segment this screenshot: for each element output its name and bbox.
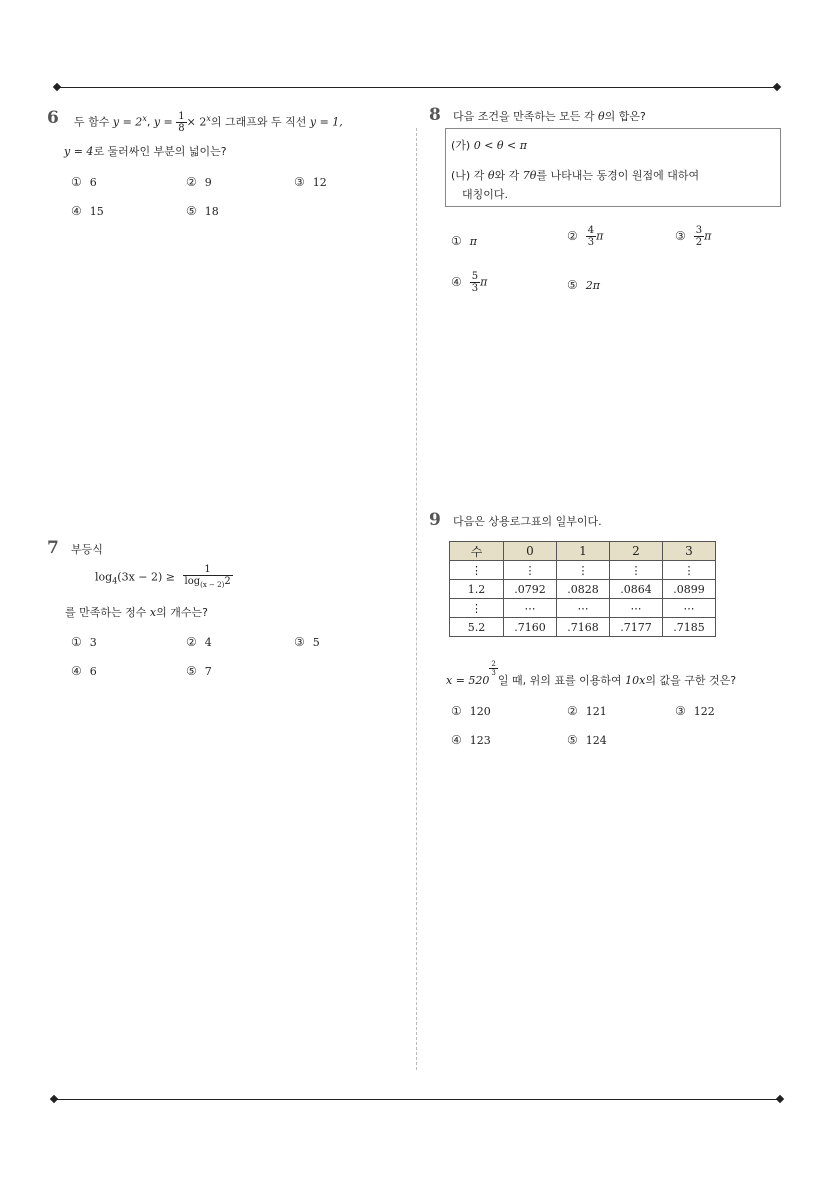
table-cell: ⋮ — [663, 561, 716, 580]
choice-4[interactable]: ④ 123 — [451, 733, 491, 747]
question-stem: 다음 조건을 만족하는 모든 각 θ의 합은? — [453, 110, 646, 123]
bottom-rule — [54, 1099, 780, 1100]
table-header-cell: 1 — [557, 542, 610, 561]
choice-1[interactable]: ① 3 — [71, 635, 97, 649]
table-header-cell: 수 — [450, 542, 504, 561]
question-number: 8 — [429, 105, 441, 125]
question-intro: 부등식 — [71, 543, 103, 556]
choice-2[interactable]: ② 4 — [186, 635, 212, 649]
question-stem-line-2: y = 4로 둘러싸인 부분의 넓이는? — [64, 145, 227, 158]
choice-5[interactable]: ⑤ 124 — [567, 733, 607, 747]
choice-1[interactable]: ① 120 — [451, 704, 491, 718]
choice-2[interactable]: ② 121 — [567, 704, 607, 718]
choice-2[interactable]: ② 9 — [186, 175, 212, 189]
fraction: $\frac{1}{8}$ — [178, 111, 185, 134]
table-cell: .0792 — [504, 580, 557, 599]
choice-4[interactable]: ④ 6 — [71, 664, 97, 678]
question-condition: x = 520 $^{\frac{2}{3}}$ 일 때, 위의 표를 이용하여 10x의 값을 구한 것은? — [446, 660, 737, 687]
table-header-cell: 3 — [663, 542, 716, 561]
choice-5[interactable]: ⑤ 18 — [186, 204, 219, 218]
table-row — [450, 561, 716, 580]
question-number: 7 — [47, 538, 59, 558]
table-cell: ⋮ — [450, 561, 504, 580]
top-rule — [57, 87, 777, 88]
condition-na-line-2: 대칭이다. — [462, 188, 509, 201]
table-cell: .7177 — [610, 618, 663, 637]
table-cell: ⋯ — [663, 599, 716, 618]
question-stem: 다음은 상용로그표의 일부이다. — [453, 515, 602, 528]
table-cell: ⋮ — [610, 561, 663, 580]
question-stem-line-1: 두 함수 $y = 2^x$, y = $\frac{1}{8}$ × $2^x$의 그래프와 두 직선 y = 1, — [74, 111, 343, 134]
log-table — [449, 541, 716, 637]
table-cell: .0828 — [557, 580, 610, 599]
table-cell: ⋮ — [450, 599, 504, 618]
choice-1[interactable]: ① π — [451, 234, 477, 248]
condition-ga: (가) 0 < θ < π — [451, 139, 527, 152]
condition-na-line-1: (나) 각 θ와 각 7θ를 나타내는 동경이 원점에 대하여 — [451, 169, 700, 182]
choice-5[interactable]: ⑤ 7 — [186, 664, 212, 678]
table-row — [450, 599, 716, 618]
table-cell: ⋯ — [557, 599, 610, 618]
table-cell: 1.2 — [450, 580, 504, 599]
choice-3[interactable]: ③ $\frac{3}{2}$ π — [675, 225, 712, 248]
choice-2[interactable]: ② $\frac{4}{3}$ π — [567, 225, 604, 248]
table-cell: .7185 — [663, 618, 716, 637]
choice-4[interactable]: ④ 15 — [71, 204, 104, 218]
choice-3[interactable]: ③ 5 — [294, 635, 320, 649]
table-header-cell: 2 — [610, 542, 663, 561]
choice-3[interactable]: ③ 12 — [294, 175, 327, 189]
table-cell: ⋯ — [610, 599, 663, 618]
bottom-rule-left-diamond — [50, 1095, 58, 1103]
bottom-rule-right-diamond — [776, 1095, 784, 1103]
choice-3[interactable]: ③ 122 — [675, 704, 715, 718]
choice-1[interactable]: ① 6 — [71, 175, 97, 189]
question-number: 9 — [429, 510, 441, 530]
table-cell: .0899 — [663, 580, 716, 599]
table-cell: .7168 — [557, 618, 610, 637]
top-rule-right-diamond — [773, 83, 781, 91]
table-row — [450, 618, 716, 637]
question-stem-line-3: 를 만족하는 정수 x의 개수는? — [65, 606, 208, 619]
table-cell: .7160 — [504, 618, 557, 637]
fraction: $\frac{1}{\log_{(x - 2)}2}$ — [184, 564, 231, 589]
table-header-cell: 0 — [504, 542, 557, 561]
table-cell: ⋮ — [557, 561, 610, 580]
log-table-header — [450, 542, 716, 561]
table-cell: ⋯ — [504, 599, 557, 618]
table-row — [450, 580, 716, 599]
table-cell: 5.2 — [450, 618, 504, 637]
inequality: $\log_4(3x - 2)$ ≥ $\frac{1}{\log_{(x - 2)}2}$ — [95, 564, 231, 589]
table-cell: .0864 — [610, 580, 663, 599]
question-number: 6 — [47, 108, 59, 128]
table-cell: ⋮ — [504, 561, 557, 580]
choice-5[interactable]: ⑤ 2π — [567, 278, 600, 292]
top-rule-left-diamond — [53, 83, 61, 91]
column-divider — [416, 128, 417, 1070]
choice-4[interactable]: ④ $\frac{5}{3}$ π — [451, 271, 488, 294]
